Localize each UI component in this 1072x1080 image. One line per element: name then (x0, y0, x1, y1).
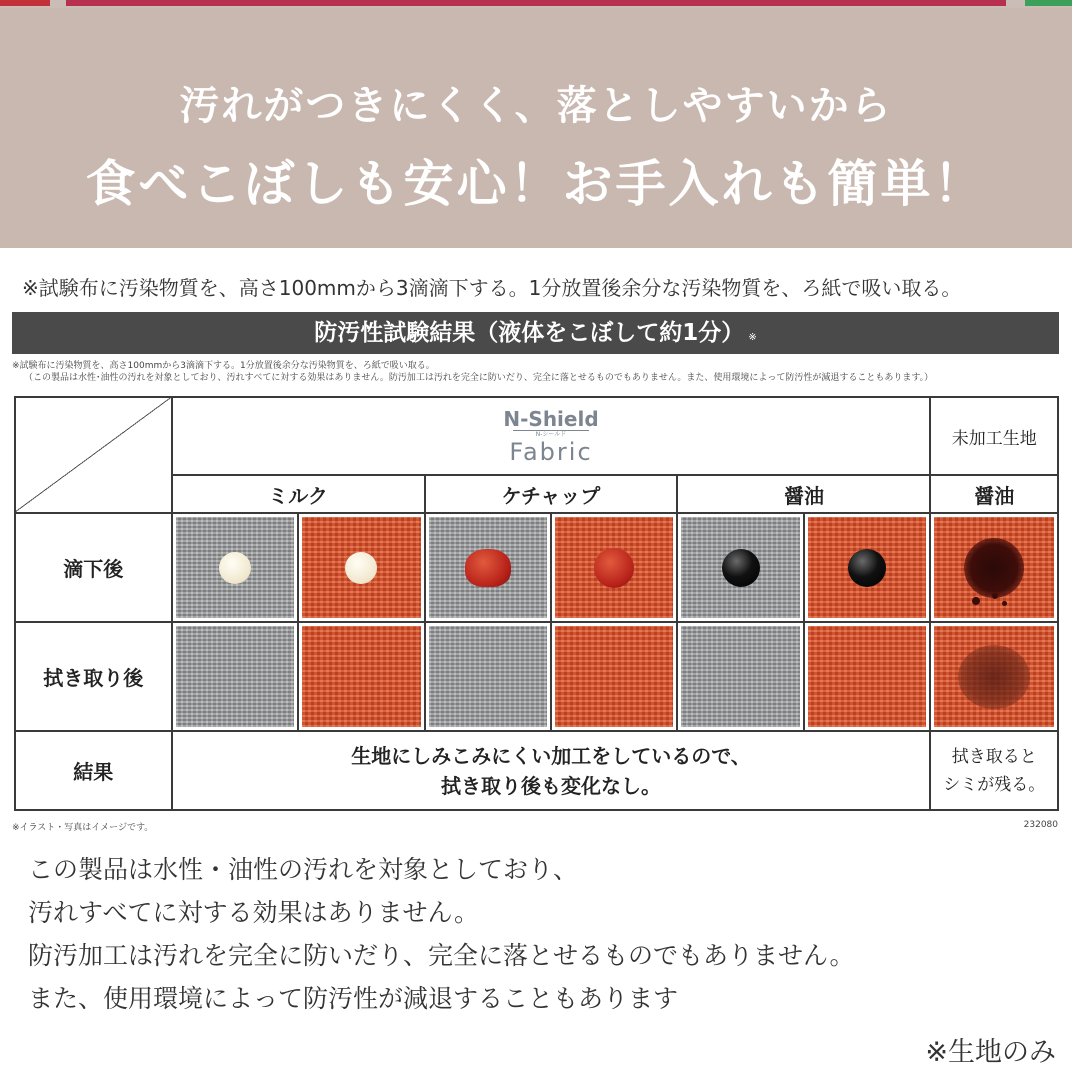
soy-stain (964, 538, 1024, 598)
logo-name: N-Shield (503, 406, 599, 431)
result-raw (930, 731, 1058, 810)
row-label-result: 結果 (15, 731, 172, 810)
photo-ketchup-grey-wiped (425, 622, 551, 731)
soy-drop (848, 549, 886, 587)
photo-ketchup-orange-wiped (551, 622, 677, 731)
strip-segment (66, 0, 1006, 6)
milk-drop (219, 552, 251, 584)
column-soy: 醤油 (677, 475, 930, 513)
fabric-only-note: ※生地のみ (925, 1037, 1056, 1068)
column-milk: ミルク (172, 475, 425, 513)
photo-milk-grey-drop (172, 513, 298, 622)
small-note-line-2: （この製品は水性･油性の汚れを対象としており、汚れすべてに対する効果はありません。防汚加工は汚れを完全に防いだり、完全に落とせるものでもありません。また、使用環境によって防汚性が減退することもあります。） (24, 373, 934, 383)
photo-milk-orange-wiped (298, 622, 424, 731)
ketchup-drop (465, 549, 511, 587)
small-note-line-1: ※試験布に汚染物質を、高さ100mmから3滴滴下する。1分放置後余分な汚染物質を、ろ紙で吸い取る。 (12, 361, 435, 371)
logo-kana: N-シールド (513, 430, 588, 439)
test-method-note: ※試験布に汚染物質を、高さ100mmから3滴滴下する。1分放置後余分な汚染物質を、ろ紙で吸い取る。 (22, 276, 962, 300)
corner-cell (15, 397, 172, 513)
photo-ketchup-grey-drop (425, 513, 551, 622)
photo-soy-raw-wiped (930, 622, 1058, 731)
soy-splat (972, 597, 980, 605)
table-title: 防汚性試験結果（液体をこぼして約1分） (314, 320, 745, 346)
top-strip (0, 0, 1072, 8)
photo-soy-raw-drop (930, 513, 1058, 622)
hero-headline-1: 汚れがつきにくく、落としやすいから (179, 83, 893, 129)
photo-soy-grey-drop (677, 513, 803, 622)
result-nshield-line-2: 拭き取り後も変化なし。 (441, 773, 662, 798)
strip-segment (0, 0, 50, 6)
logo-sub: Fabric (509, 437, 593, 466)
hero-headline-2: 食べこぼしも安心！お手入れも簡単！ (85, 155, 987, 213)
photo-ketchup-orange-drop (551, 513, 677, 622)
disclaimer (28, 848, 855, 1020)
stain-test-table (14, 396, 1059, 811)
table-title-bar (12, 312, 1059, 354)
disclaimer-line-1: この製品は水性・油性の汚れを対象としており、 (28, 855, 579, 884)
table-title-mark: ※ (748, 332, 757, 343)
photo-milk-grey-wiped (172, 622, 298, 731)
soy-stain-remaining (958, 645, 1030, 709)
small-note (12, 360, 1062, 384)
disclaimer-line-2: 汚れすべてに対する効果はありません。 (28, 898, 480, 927)
photo-soy-grey-wiped (677, 622, 803, 731)
row-label-after-wipe: 拭き取り後 (15, 622, 172, 731)
disclaimer-line-4: また、使用環境によって防汚性が減退することもあります (28, 984, 679, 1013)
soy-splat (1002, 601, 1007, 606)
nshield-header-cell (172, 397, 931, 475)
result-raw-line-2: シミが残る。 (943, 774, 1046, 795)
photo-soy-orange-drop (804, 513, 931, 622)
code-number: 232080 (1023, 820, 1058, 830)
photo-milk-orange-drop (298, 513, 424, 622)
column-soy-raw: 醤油 (930, 475, 1058, 513)
ketchup-drop (594, 548, 634, 588)
soy-drop (722, 549, 760, 587)
result-raw-line-1: 拭き取ると (951, 746, 1037, 767)
milk-drop (345, 552, 377, 584)
disclaimer-line-3: 防汚加工は汚れを完全に防いだり、完全に落とせるものでもありません。 (28, 941, 855, 970)
soy-splat (992, 593, 998, 599)
nshield-logo (503, 408, 598, 465)
photo-soy-orange-wiped (804, 622, 931, 731)
result-nshield (172, 731, 931, 810)
row-label-after-drop: 滴下後 (15, 513, 172, 622)
image-note: ※イラスト・写真はイメージです。 (12, 823, 154, 833)
result-nshield-line-1: 生地にしみこみにくい加工をしているので、 (351, 743, 751, 768)
hero-banner (0, 8, 1072, 248)
column-ketchup: ケチャップ (425, 475, 678, 513)
raw-fabric-header: 未加工生地 (930, 397, 1058, 475)
strip-segment (1025, 0, 1072, 6)
